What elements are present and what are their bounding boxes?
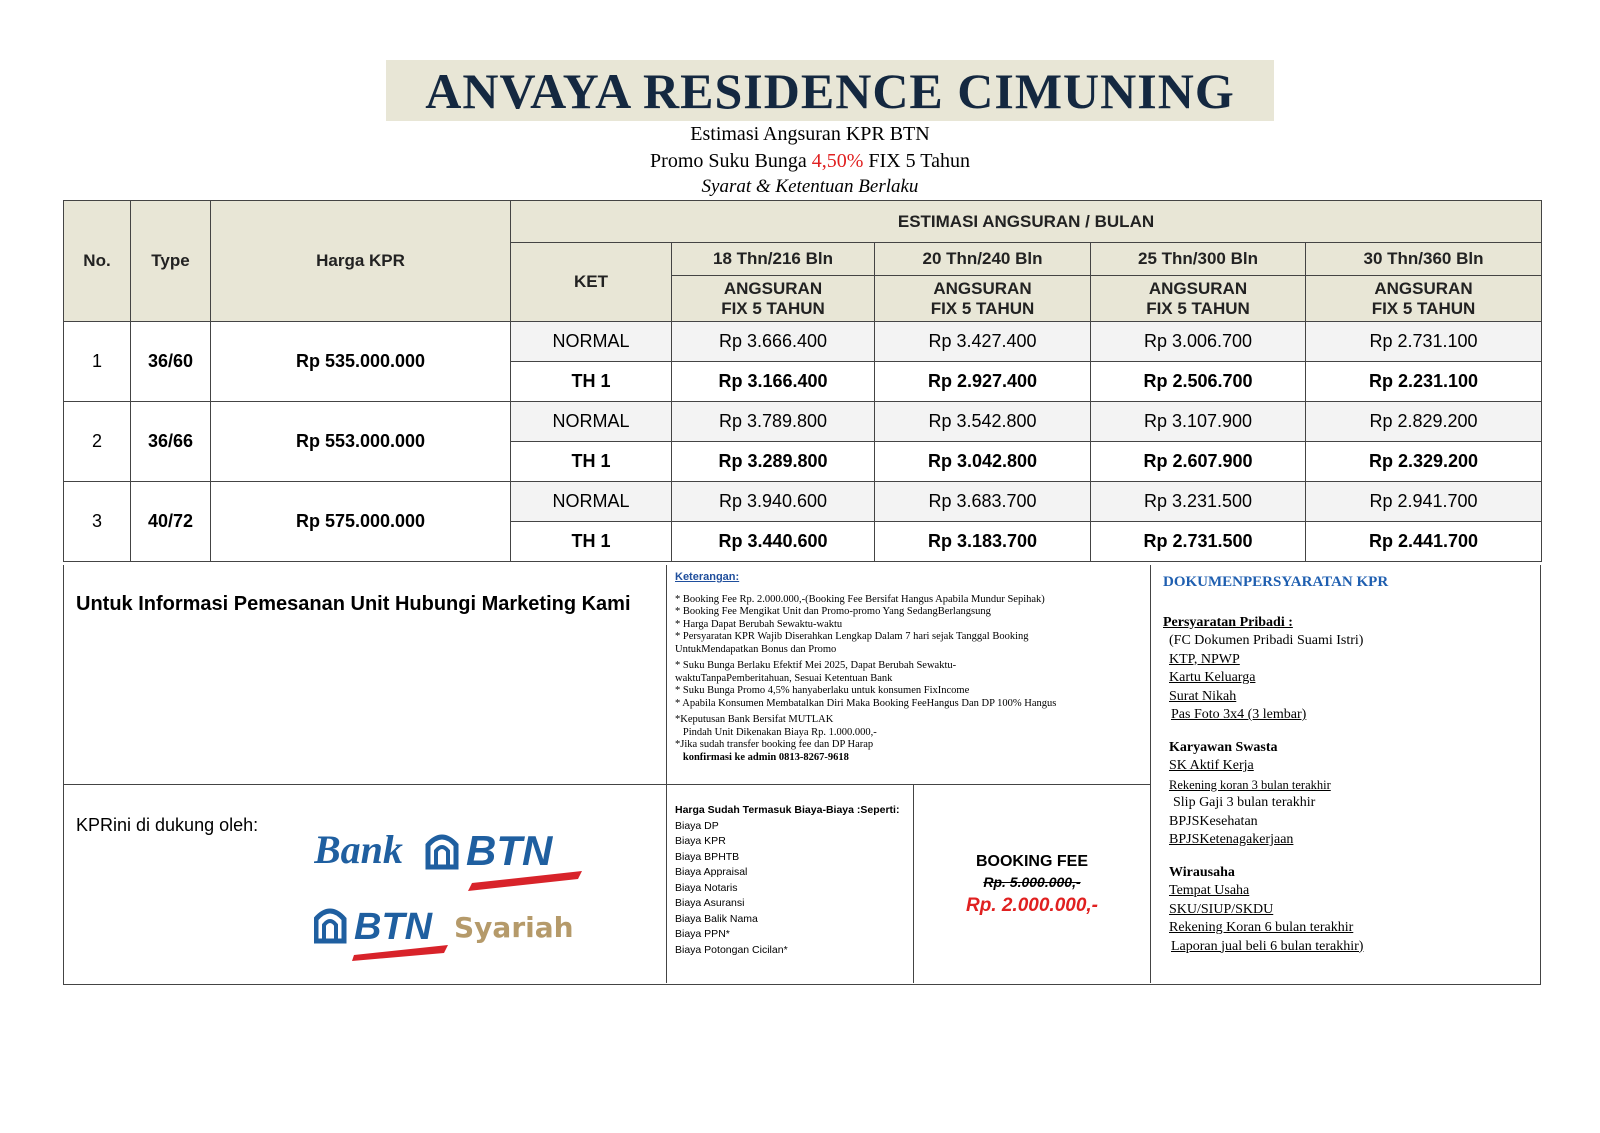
contact-info: Untuk Informasi Pemesanan Unit Hubungi Marketing Kami <box>76 593 631 615</box>
keterangan-line: UntukMendapatkan Bonus dan Promo <box>675 643 837 655</box>
ket-normal: NORMAL <box>511 482 672 522</box>
pribadi-item: KTP, NPWP <box>1169 651 1240 667</box>
table-row <box>64 402 1542 442</box>
row-type: 36/60 <box>131 322 211 402</box>
keterangan-line: *Jika sudah transfer booking fee dan DP Harap <box>675 739 874 750</box>
normal-value: Rp 3.666.400 <box>672 322 875 362</box>
biaya-item: Biaya Notaris <box>675 881 738 894</box>
row-no: 1 <box>64 322 131 402</box>
normal-value: Rp 3.231.500 <box>1091 482 1306 522</box>
header-ket: KET <box>511 243 672 322</box>
wirausaha-item: Rekening Koran 6 bulan terakhir <box>1169 920 1354 935</box>
normal-value: Rp 2.829.200 <box>1306 402 1542 442</box>
pribadi-item: Surat Nikah <box>1169 688 1237 704</box>
normal-value: Rp 3.683.700 <box>875 482 1091 522</box>
dokumen-title: DOKUMENPERSYARATAN KPR <box>1163 574 1389 590</box>
biaya-panel <box>667 785 914 983</box>
biaya-item: Biaya KPR <box>675 835 726 847</box>
keterangan-line: * Harga Dapat Berubah Sewaktu-waktu <box>675 618 843 630</box>
ket-th1: TH 1 <box>511 362 672 402</box>
mosque-icon <box>316 911 344 941</box>
contact-panel <box>64 565 667 785</box>
logo-syariah-text: Syariah <box>454 911 574 944</box>
row-no: 2 <box>64 402 131 482</box>
wirausaha-item: Laporan jual beli 6 bulan terakhir) <box>1171 938 1364 954</box>
table-row <box>64 322 1542 362</box>
biaya-item: Biaya Potongan Cicilan* <box>675 943 788 956</box>
keterangan-title: Keterangan: <box>675 571 740 583</box>
ket-normal: NORMAL <box>511 402 672 442</box>
logo-bank-text: Bank <box>314 827 403 872</box>
th1-value: Rp 3.289.800 <box>672 442 875 482</box>
subtitle-kpr: Estimasi Angsuran KPR BTN <box>690 123 930 145</box>
angsuran-label: ANGSURAN FIX 5 TAHUN <box>1306 276 1542 322</box>
header-harga: Harga KPR <box>211 201 511 322</box>
biaya-item: Biaya BPHTB <box>675 850 740 863</box>
title-banner <box>386 60 1274 121</box>
keterangan-line: * Persyaratan KPR Wajib Diserahkan Lengkap Dalam 7 hari sejak Tanggal Booking <box>675 631 1029 642</box>
normal-value: Rp 2.941.700 <box>1306 482 1542 522</box>
promo-rate: 4,50% <box>811 150 864 172</box>
th1-value: Rp 3.440.600 <box>672 522 875 562</box>
keterangan-line: * Booking Fee Rp. 2.000.000,-(Booking Fee Bersifat Hangus Apabila Mundur Sepihak) <box>675 593 1045 605</box>
th1-value: Rp 2.231.100 <box>1306 362 1542 402</box>
karyawan-item: SK Aktif Kerja <box>1169 758 1254 773</box>
header-no: No. <box>64 201 131 322</box>
booking-fee-label: BOOKING FEE <box>975 853 1088 870</box>
pribadi-item: Kartu Keluarga <box>1169 670 1256 685</box>
angsuran-label: ANGSURAN FIX 5 TAHUN <box>672 276 875 322</box>
booking-fee-old: Rp. 5.000.000,- <box>983 874 1081 890</box>
th1-value: Rp 2.329.200 <box>1306 442 1542 482</box>
keterangan-line: * Apabila Konsumen Membatalkan Diri Maka Booking FeeHangus Dan DP 100% Hangus <box>675 697 1057 709</box>
dokumen-panel <box>1151 565 1540 983</box>
logo-btn-text: BTN <box>354 906 433 948</box>
subtitle-terms: Syarat & Ketentuan Berlaku <box>701 176 919 197</box>
row-type: 36/66 <box>131 402 211 482</box>
karyawan-item: Slip Gaji 3 bulan terakhir <box>1173 795 1316 810</box>
wirausaha-item: SKU/SIUP/SKDU <box>1169 901 1274 917</box>
keterangan-line: *Keputusan Bank Bersifat MUTLAK <box>675 714 834 725</box>
th1-value: Rp 2.607.900 <box>1091 442 1306 482</box>
biaya-item: Biaya Asuransi <box>675 897 745 909</box>
normal-value: Rp 3.789.800 <box>672 402 875 442</box>
keterangan-line: Pindah Unit Dikenakan Biaya Rp. 1.000.000,- <box>675 726 877 738</box>
footer-panel <box>63 565 1541 985</box>
tenor-20: 20 Thn/240 Bln <box>875 243 1091 276</box>
th1-value: Rp 2.731.500 <box>1091 522 1306 562</box>
wirausaha-item: Tempat Usaha <box>1169 883 1250 898</box>
kpr-support-text: KPRini di dukung oleh: <box>76 815 259 835</box>
ket-th1: TH 1 <box>511 522 672 562</box>
booking-fee-new: Rp. 2.000.000,- <box>965 895 1099 916</box>
row-harga: Rp 535.000.000 <box>211 322 511 402</box>
page-title: ANVAYA RESIDENCE CIMUNING <box>425 62 1235 119</box>
biaya-item: Biaya DP <box>675 819 719 832</box>
keterangan-line: konfirmasi ke admin 0813-8267-9618 <box>675 751 849 763</box>
row-harga: Rp 575.000.000 <box>211 482 511 562</box>
promo-suffix: FIX 5 Tahun <box>863 150 970 172</box>
header-type: Type <box>131 201 211 322</box>
keterangan-line: * Booking Fee Mengikat Unit dan Promo-promo Yang SedangBerlangsung <box>675 606 991 617</box>
th1-value: Rp 3.042.800 <box>875 442 1091 482</box>
karyawan-item: BPJSKesehatan <box>1169 813 1258 829</box>
pribadi-item: Pas Foto 3x4 (3 lembar) <box>1171 707 1307 722</box>
row-harga: Rp 553.000.000 <box>211 402 511 482</box>
tenor-18: 18 Thn/216 Bln <box>672 243 875 276</box>
ket-normal: NORMAL <box>511 322 672 362</box>
normal-value: Rp 3.107.900 <box>1091 402 1306 442</box>
keterangan-line: * Suku Bunga Promo 4,5% hanyaberlaku untuk konsumen FixIncome <box>675 685 970 696</box>
angsuran-label: ANGSURAN FIX 5 TAHUN <box>1091 276 1306 322</box>
keterangan-line: waktuTanpaPemberitahuan, Sesuai Ketentuan Bank <box>675 672 893 684</box>
karyawan-item: Rekening koran 3 bulan terakhir <box>1169 777 1331 792</box>
pribadi-title: Persyaratan Pribadi : <box>1163 614 1293 630</box>
karyawan-title: Karyawan Swasta <box>1169 739 1278 755</box>
th1-value: Rp 2.506.700 <box>1091 362 1306 402</box>
keterangan-panel <box>667 565 1151 785</box>
tenor-30: 30 Thn/360 Bln <box>1306 243 1542 276</box>
normal-value: Rp 2.731.100 <box>1306 322 1542 362</box>
subtitle-promo <box>0 150 1600 173</box>
biaya-item: Biaya Balik Nama <box>675 912 758 925</box>
installment-table <box>63 200 1542 562</box>
th1-value: Rp 2.927.400 <box>875 362 1091 402</box>
table-row <box>64 482 1542 522</box>
normal-value: Rp 3.427.400 <box>875 322 1091 362</box>
tenor-25: 25 Thn/300 Bln <box>1091 243 1306 276</box>
karyawan-item: BPJSKetenagakerjaan <box>1169 832 1294 847</box>
th1-value: Rp 2.441.700 <box>1306 522 1542 562</box>
btn-syariah-logo <box>314 897 584 963</box>
wirausaha-title: Wirausaha <box>1169 864 1235 880</box>
logo-btn-text: BTN <box>466 827 553 874</box>
row-type: 40/72 <box>131 482 211 562</box>
mosque-icon <box>428 837 456 867</box>
keterangan-line: * Suku Bunga Berlaku Efektif Mei 2025, Dapat Berubah Sewaktu- <box>675 660 957 671</box>
normal-value: Rp 3.006.700 <box>1091 322 1306 362</box>
logo-swoosh <box>468 871 582 891</box>
bank-btn-logo <box>314 821 584 893</box>
ket-th1: TH 1 <box>511 442 672 482</box>
promo-prefix: Promo Suku Bunga <box>650 150 812 172</box>
angsuran-label: ANGSURAN FIX 5 TAHUN <box>875 276 1091 322</box>
booking-fee-panel <box>914 785 1151 983</box>
normal-value: Rp 3.940.600 <box>672 482 875 522</box>
biaya-item: Biaya PPN* <box>675 928 730 940</box>
row-no: 3 <box>64 482 131 562</box>
pribadi-note: (FC Dokumen Pribadi Suami Istri) <box>1169 633 1364 648</box>
support-panel <box>64 785 667 983</box>
th1-value: Rp 3.183.700 <box>875 522 1091 562</box>
biaya-title: Harga Sudah Termasuk Biaya-Biaya :Seperti: <box>675 804 900 816</box>
biaya-item: Biaya Appraisal <box>675 866 748 878</box>
header-estimasi: ESTIMASI ANGSURAN / BULAN <box>511 201 1542 243</box>
normal-value: Rp 3.542.800 <box>875 402 1091 442</box>
th1-value: Rp 3.166.400 <box>672 362 875 402</box>
